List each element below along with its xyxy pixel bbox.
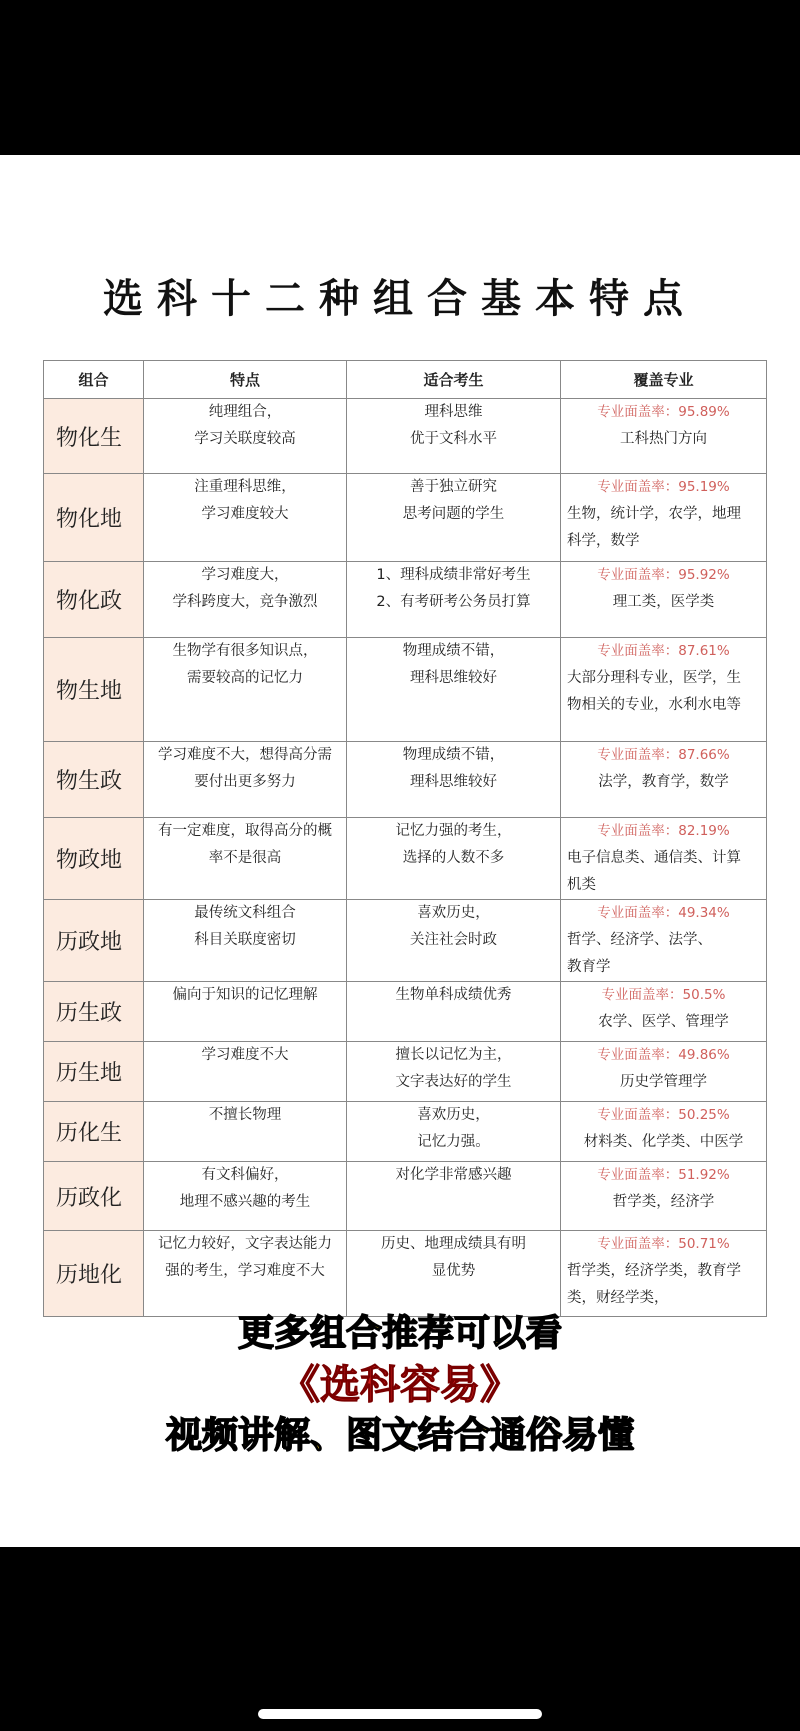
coverage-rate: 专业面盖率：49.86% <box>597 1047 730 1063</box>
majors-cell <box>561 474 767 562</box>
page-title: 选科十二种组合基本特点 <box>103 276 697 322</box>
combo-cell: 历政化 <box>44 1162 144 1231</box>
table-row <box>44 562 767 638</box>
suitable-cell-line: 物理成绩不错， <box>402 643 505 659</box>
features-cell-line: 科目关联度密切 <box>194 932 296 948</box>
table-row <box>44 474 767 562</box>
suitable-cell-line: 善于独立研究 <box>410 479 497 495</box>
features-cell-line: 学习难度不大，想得高分需 <box>158 747 332 763</box>
promo-line-2: 《选科容易》 <box>280 1362 520 1408</box>
suitable-cell-line: 记忆力强。 <box>417 1134 490 1150</box>
features-cell-line: 学习难度大， <box>201 567 289 583</box>
features-cell <box>144 562 347 638</box>
table-row <box>44 399 767 474</box>
suitable-cell-line: 理科思维 <box>424 404 483 420</box>
suitable-cell-line: 喜欢历史， <box>417 1107 490 1123</box>
majors-cell-line: 材料类、化学类、中医学 <box>583 1134 744 1150</box>
majors-cell-line: 历史学管理学 <box>620 1074 707 1090</box>
features-cell <box>144 1102 347 1162</box>
suitable-cell <box>347 818 561 900</box>
suitable-cell-line: 对化学非常感兴趣 <box>395 1167 512 1183</box>
suitable-cell-line: 显优势 <box>431 1263 476 1279</box>
suitable-cell <box>347 742 561 818</box>
features-cell <box>144 474 347 562</box>
features-cell-line: 需要较高的记忆力 <box>187 670 303 686</box>
header-features: 特点 <box>144 361 347 399</box>
features-cell-line: 注重理科思维， <box>194 479 296 495</box>
majors-cell-line: 电子信息类、通信类、计算 <box>567 850 741 866</box>
features-cell-line: 地理不感兴趣的考生 <box>179 1194 311 1210</box>
majors-cell-line: 哲学类，经济学 <box>612 1194 715 1210</box>
features-cell <box>144 900 347 982</box>
majors-cell-line: 农学、医学、管理学 <box>598 1014 729 1030</box>
majors-cell <box>561 1231 767 1317</box>
table-row <box>44 818 767 900</box>
features-cell <box>144 399 347 474</box>
majors-cell-line: 机类 <box>567 877 596 893</box>
features-cell-line: 学习关联度较高 <box>194 431 296 447</box>
suitable-cell-line: 擅长以记忆为主， <box>395 1047 512 1063</box>
home-indicator <box>258 1709 542 1719</box>
suitable-cell-line: 思考问题的学生 <box>402 506 505 522</box>
majors-cell <box>561 1162 767 1231</box>
table-row <box>44 1162 767 1231</box>
combo-cell: 历化生 <box>44 1102 144 1162</box>
coverage-rate: 专业面盖率：87.66% <box>597 747 730 763</box>
suitable-cell <box>347 474 561 562</box>
combo-cell: 历地化 <box>44 1231 144 1317</box>
coverage-rate: 专业面盖率：50.25% <box>597 1107 730 1123</box>
majors-cell <box>561 638 767 742</box>
majors-cell <box>561 818 767 900</box>
suitable-cell-line: 优于文科水平 <box>410 431 497 447</box>
coverage-rate: 专业面盖率：49.34% <box>597 905 730 921</box>
combo-cell: 历政地 <box>44 900 144 982</box>
suitable-cell <box>347 638 561 742</box>
majors-cell <box>561 562 767 638</box>
suitable-cell-line: 文字表达好的学生 <box>395 1074 512 1090</box>
combo-cell: 物生政 <box>44 742 144 818</box>
features-cell <box>144 1231 347 1317</box>
suitable-cell <box>347 1102 561 1162</box>
suitable-cell-line: 喜欢历史， <box>417 905 490 921</box>
features-cell-line: 不擅长物理 <box>208 1107 282 1123</box>
suitable-cell-line: 物理成绩不错， <box>402 747 505 763</box>
combo-cell: 物政地 <box>44 818 144 900</box>
majors-cell-line: 物相关的专业，水利水电等 <box>567 697 741 713</box>
majors-cell-line: 工科热门方向 <box>620 431 707 447</box>
majors-cell-line: 生物，统计学，农学，地理 <box>567 506 741 522</box>
suitable-cell-line: 2、有考研考公务员打算 <box>376 594 531 610</box>
suitable-cell-line: 记忆力强的考生， <box>395 823 512 839</box>
features-cell-line: 有一定难度，取得高分的概 <box>158 823 332 839</box>
features-cell-line: 生物学有很多知识点， <box>172 643 318 659</box>
promo-line-1: 更多组合推荐可以看 <box>237 1313 562 1354</box>
document-page <box>0 155 800 1547</box>
features-cell-line: 纯理组合， <box>208 404 282 420</box>
majors-cell-line: 哲学类，经济学类，教育学 <box>567 1263 741 1279</box>
features-cell <box>144 1042 347 1102</box>
suitable-cell <box>347 900 561 982</box>
suitable-cell-line: 历史、地理成绩具有明 <box>381 1236 526 1252</box>
table-row <box>44 1042 767 1102</box>
table-header-row <box>44 361 767 399</box>
coverage-rate: 专业面盖率：95.92% <box>597 567 730 583</box>
table-row <box>44 742 767 818</box>
majors-cell-line: 类，财经学类， <box>567 1290 669 1306</box>
suitable-cell <box>347 1231 561 1317</box>
coverage-rate: 专业面盖率：51.92% <box>597 1167 730 1183</box>
promo-line-3: 视频讲解、图文结合通俗易懂 <box>165 1415 634 1456</box>
features-cell-line: 强的考生，学习难度不大 <box>165 1263 325 1279</box>
combo-cell: 物生地 <box>44 638 144 742</box>
combo-cell: 物化生 <box>44 399 144 474</box>
features-cell-line: 学科跨度大，竞争激烈 <box>172 594 318 610</box>
table-row <box>44 900 767 982</box>
features-cell-line: 要付出更多努力 <box>194 774 296 790</box>
features-cell-line: 学习难度较大 <box>201 506 289 522</box>
table-row <box>44 638 767 742</box>
majors-cell <box>561 982 767 1042</box>
table-row <box>44 1231 767 1317</box>
suitable-cell-line: 理科思维较好 <box>410 670 497 686</box>
coverage-rate: 专业面盖率：82.19% <box>597 823 730 839</box>
suitable-cell <box>347 982 561 1042</box>
majors-cell-line: 大部分理科专业，医学，生 <box>567 670 741 686</box>
coverage-rate: 专业面盖率：50.71% <box>597 1236 730 1252</box>
suitable-cell-line: 理科思维较好 <box>410 774 497 790</box>
majors-cell <box>561 399 767 474</box>
suitable-cell <box>347 1042 561 1102</box>
majors-cell-line: 科学，数学 <box>567 533 640 549</box>
majors-cell-line: 哲学、经济学、法学、 <box>567 932 712 948</box>
suitable-cell-line: 关注社会时政 <box>410 932 497 948</box>
header-combo: 组合 <box>44 361 144 399</box>
features-cell <box>144 818 347 900</box>
coverage-rate: 专业面盖率：95.19% <box>597 479 730 495</box>
majors-cell <box>561 742 767 818</box>
suitable-cell-line: 选择的人数不多 <box>402 850 505 866</box>
table-row <box>44 1102 767 1162</box>
suitable-cell <box>347 562 561 638</box>
suitable-cell-line: 1、理科成绩非常好考生 <box>376 567 531 583</box>
majors-cell <box>561 900 767 982</box>
coverage-rate: 专业面盖率：95.89% <box>597 404 730 420</box>
features-cell-line: 偏向于知识的记忆理解 <box>172 987 318 1003</box>
combo-cell: 历生政 <box>44 982 144 1042</box>
combo-cell: 物化地 <box>44 474 144 562</box>
features-cell-line: 率不是很高 <box>208 850 282 866</box>
features-cell <box>144 982 347 1042</box>
majors-cell-line: 法学，教育学，数学 <box>598 774 729 790</box>
table-row <box>44 982 767 1042</box>
suitable-cell-line: 生物单科成绩优秀 <box>395 987 512 1003</box>
coverage-rate: 专业面盖率：50.5% <box>601 987 726 1003</box>
features-cell-line: 记忆力较好，文字表达能力 <box>158 1236 332 1252</box>
features-cell-line: 学习难度不大 <box>201 1047 289 1063</box>
majors-cell <box>561 1042 767 1102</box>
suitable-cell <box>347 1162 561 1231</box>
features-cell <box>144 742 347 818</box>
combo-cell: 历生地 <box>44 1042 144 1102</box>
majors-cell-line: 理工类，医学类 <box>612 594 715 610</box>
majors-cell <box>561 1102 767 1162</box>
header-majors: 覆盖专业 <box>561 361 767 399</box>
coverage-rate: 专业面盖率：87.61% <box>597 643 730 659</box>
features-cell-line: 最传统文科组合 <box>194 905 296 921</box>
majors-cell-line: 教育学 <box>567 959 611 975</box>
suitable-cell <box>347 399 561 474</box>
features-cell <box>144 638 347 742</box>
combo-cell: 物化政 <box>44 562 144 638</box>
features-cell <box>144 1162 347 1231</box>
features-cell-line: 有文科偏好， <box>201 1167 289 1183</box>
header-suitable: 适合考生 <box>347 361 561 399</box>
combination-table <box>43 360 767 1317</box>
